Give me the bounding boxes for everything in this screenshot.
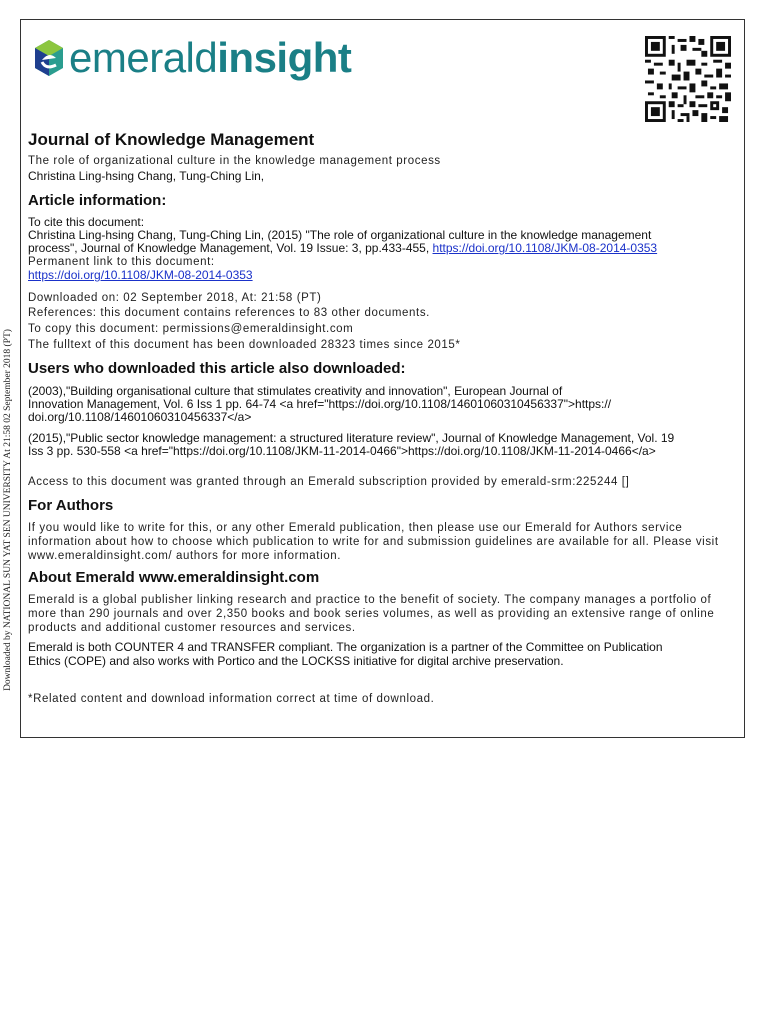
also-item-2-line-2: Iss 3 pp. 530-558 <a href="https://doi.org/10.1108/JKM-11-2014-0466">https://doi.org/10.1108/JKM-11-2014-0466</a> <box>28 444 656 458</box>
article-title: The role of organizational culture in the knowledge management process <box>28 155 441 167</box>
side-watermark <box>0 300 16 720</box>
emerald-logo-icon <box>33 38 65 78</box>
for-authors-line-1: If you would like to write for this, or any other Emerald publication, then please use our Emerald for Authors service <box>28 522 683 534</box>
citation-doi-link[interactable]: https://doi.org/10.1108/JKM-08-2014-0353 <box>432 241 658 255</box>
for-authors-line-3: www.emeraldinsight.com/ authors for more information. <box>28 550 342 562</box>
about-p1-line-1: Emerald is a global publisher linking research and practice to the benefit of society. The company manages a portfolio of <box>28 594 712 606</box>
side-watermark-text: Downloaded by NATIONAL SUN YAT SEN UNIVERSITY At 21:58 02 September 2018 (PT) <box>3 329 13 691</box>
also-item-2-line-1: (2015),"Public sector knowledge management: a structured literature review", Journal of Knowledge Management, Vol. 19 <box>28 431 675 445</box>
about-p2-line-1: Emerald is both COUNTER 4 and TRANSFER compliant. The organization is a partner of the Committee on Publication <box>28 640 663 654</box>
also-item-1-line-3: doi.org/10.1108/14601060310456337</a> <box>28 410 252 424</box>
logo-light: emerald <box>69 34 218 81</box>
footnote: *Related content and download information correct at time of download. <box>28 693 435 705</box>
access-note: Access to this document was granted through an Emerald subscription provided by emerald-srm:225244 [] <box>28 476 630 488</box>
fulltext-info: The fulltext of this document has been downloaded 28323 times since 2015* <box>28 339 461 351</box>
citation-line-1: Christina Ling-hsing Chang, Tung-Ching Lin, (2015) "The role of organizational culture in the knowledge management <box>28 228 652 242</box>
for-authors-line-2: information about how to choose which publication to write for and submission guidelines are available for all. Please visit <box>28 536 719 548</box>
authors: Christina Ling-hsing Chang, Tung-Ching Lin, <box>28 169 265 183</box>
about-p1-line-3: products and additional customer resources and services. <box>28 622 356 634</box>
qr-code[interactable] <box>645 36 731 122</box>
journal-title: Journal of Knowledge Management <box>28 130 315 149</box>
about-p1-line-2: more than 290 journals and over 2,350 books and book series volumes, as well as providing an extensive range of online <box>28 608 715 620</box>
copy-info: To copy this document: permissions@emeraldinsight.com <box>28 323 354 335</box>
cite-label: To cite this document: <box>28 215 145 229</box>
also-downloaded-heading: Users who downloaded this article also downloaded: <box>28 360 406 377</box>
permanent-label: Permanent link to this document: <box>28 256 215 268</box>
logo-bold: insight <box>217 34 352 81</box>
references-info: References: this document contains references to 83 other documents. <box>28 307 430 319</box>
downloaded-on: Downloaded on: 02 September 2018, At: 21:58 (PT) <box>28 292 322 304</box>
for-authors-heading: For Authors <box>28 497 114 514</box>
logo-wordmark <box>69 34 352 81</box>
emerald-insight-logo[interactable] <box>33 36 351 80</box>
permanent-link[interactable]: https://doi.org/10.1108/JKM-08-2014-0353 <box>28 268 253 282</box>
article-info-heading: Article information: <box>28 192 167 209</box>
citation-line-2 <box>28 242 740 256</box>
also-item-1-line-1: (2003),"Building organisational culture that stimulates creativity and innovation", European Journal of <box>28 384 563 398</box>
about-p2-line-2: Ethics (COPE) and also works with Portico and the LOCKSS initiative for digital archive preservation. <box>28 654 564 668</box>
also-item-1-line-2: Innovation Management, Vol. 6 Iss 1 pp. 64-74 <a href="https://doi.org/10.1108/14601060310456337">https:// <box>28 397 612 411</box>
about-heading: About Emerald www.emeraldinsight.com <box>28 569 320 586</box>
citation-text: process", Journal of Knowledge Management, Vol. 19 Issue: 3, pp.433-455, <box>28 241 433 255</box>
